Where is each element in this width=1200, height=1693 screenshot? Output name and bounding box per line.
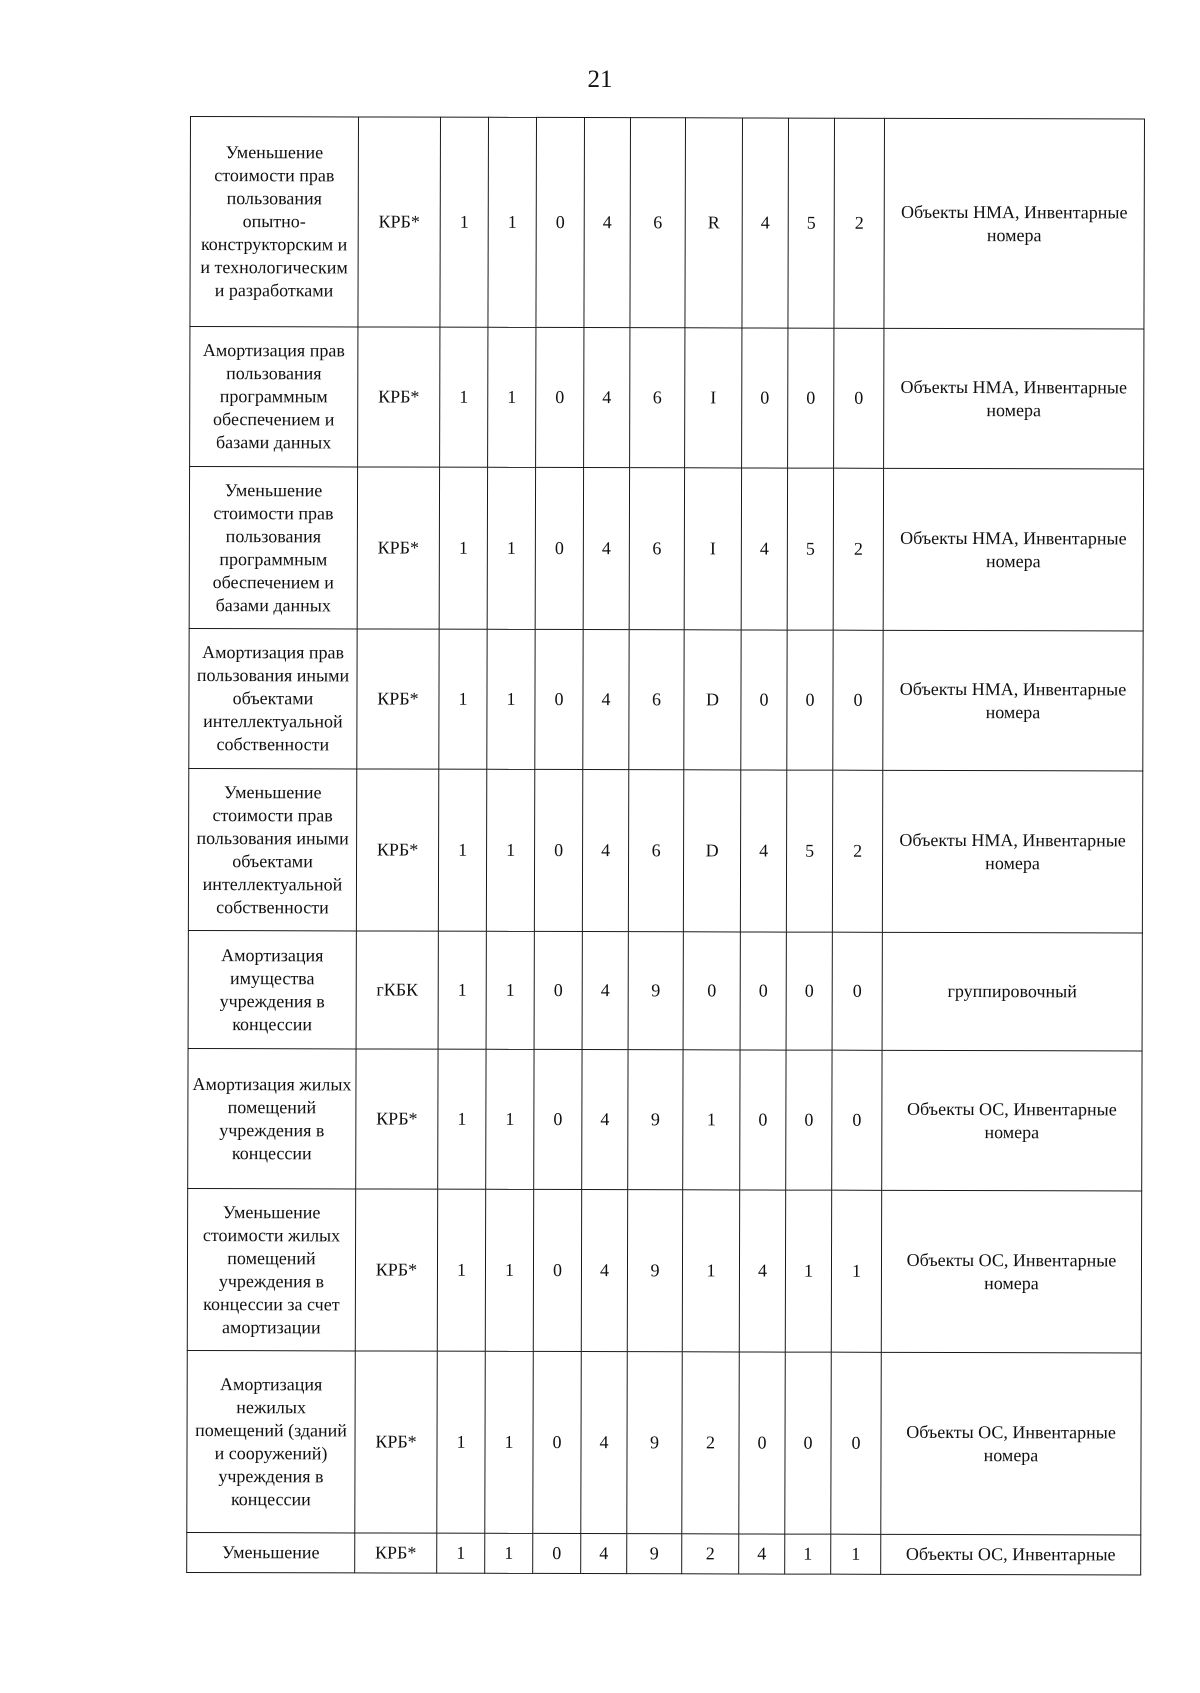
code-type-cell: КРБ*: [357, 467, 439, 629]
account-digit-cell: 9: [628, 932, 683, 1050]
code-type-cell: КРБ*: [358, 327, 440, 467]
account-digit-cell: 2: [833, 468, 883, 630]
account-digit-cell: 9: [628, 1050, 683, 1190]
account-digit-cell: 1: [438, 931, 486, 1049]
account-name-cell: Уменьшение: [187, 1532, 355, 1572]
account-digit-cell: 4: [581, 1190, 627, 1352]
account-digit-cell: 1: [831, 1534, 881, 1574]
table-row: [190, 327, 1144, 469]
account-digit-cell: 0: [742, 328, 788, 468]
account-digit-cell: 4: [740, 770, 786, 932]
account-digit-cell: 1: [488, 327, 536, 467]
account-digit-cell: 5: [787, 468, 833, 630]
analytics-cell: Объекты НМА, Инвентарные номера: [883, 468, 1143, 631]
account-digit-cell: 6: [629, 468, 684, 630]
code-type-cell: КРБ*: [356, 1049, 438, 1189]
account-name-cell: Амортизация прав пользования программным обеспечением и базами данных: [190, 327, 358, 467]
account-name-cell: Амортизация нежилых помещений (зданий и сооружений) учреждения в концессии: [187, 1350, 355, 1532]
account-digit-cell: 0: [786, 1050, 832, 1190]
account-digit-cell: 4: [582, 1050, 628, 1190]
account-digit-cell: 1: [831, 1190, 881, 1352]
account-digit-cell: R: [685, 118, 743, 328]
account-digit-cell: 1: [683, 1050, 740, 1190]
account-digit-cell: 9: [627, 1352, 682, 1534]
account-digit-cell: 1: [785, 1190, 831, 1352]
account-digit-cell: 1: [437, 1351, 485, 1533]
analytics-cell: Объекты НМА, Инвентарные номера: [883, 630, 1143, 771]
code-type-cell: КРБ*: [358, 117, 441, 327]
account-digit-cell: 0: [740, 932, 786, 1050]
account-digit-cell: 1: [785, 1534, 831, 1574]
table-row: [187, 1350, 1141, 1534]
account-digit-cell: 1: [486, 931, 534, 1049]
account-digit-cell: 1: [440, 117, 489, 327]
account-digit-cell: 0: [832, 932, 882, 1050]
account-digit-cell: 0: [831, 1352, 881, 1534]
account-digit-cell: 0: [534, 769, 582, 931]
analytics-cell: Объекты ОС, Инвентарные номера: [881, 1190, 1141, 1353]
account-digit-cell: 4: [584, 118, 631, 328]
account-digit-cell: 1: [437, 1533, 485, 1573]
account-name-cell: Уменьшение стоимости прав пользования иными объектами интеллектуальной собственности: [188, 768, 356, 930]
account-digit-cell: 5: [788, 118, 835, 328]
account-digit-cell: 0: [785, 1352, 831, 1534]
account-digit-cell: 1: [486, 1049, 534, 1189]
table-row: [189, 467, 1143, 631]
account-digit-cell: 4: [581, 1352, 627, 1534]
account-digit-cell: 0: [533, 1351, 581, 1533]
account-digit-cell: 9: [627, 1190, 682, 1352]
account-digit-cell: 0: [536, 327, 584, 467]
account-digit-cell: 1: [682, 1190, 739, 1352]
code-type-cell: КРБ*: [355, 1533, 437, 1573]
account-digit-cell: 0: [535, 629, 583, 769]
account-name-cell: Амортизация жилых помещений учреждения в концессии: [188, 1048, 356, 1188]
account-digit-cell: 1: [437, 1189, 485, 1351]
analytics-cell: Объекты ОС, Инвентарные: [881, 1534, 1141, 1575]
account-digit-cell: 4: [583, 468, 629, 630]
code-type-cell: гКБК: [356, 931, 438, 1049]
table-row: [190, 117, 1145, 329]
account-digit-cell: 0: [535, 467, 583, 629]
account-digit-cell: 0: [786, 932, 832, 1050]
account-digit-cell: 0: [832, 1050, 882, 1190]
account-digit-cell: 0: [787, 630, 833, 770]
code-type-cell: КРБ*: [356, 769, 438, 931]
accounts-table-body: [187, 117, 1145, 1575]
table-row: [187, 1188, 1141, 1352]
account-digit-cell: 0: [741, 630, 787, 770]
account-digit-cell: 0: [740, 1050, 786, 1190]
account-digit-cell: 4: [582, 932, 628, 1050]
account-digit-cell: 6: [628, 770, 683, 932]
table-row: [188, 930, 1142, 1050]
account-digit-cell: 0: [788, 328, 834, 468]
account-digit-cell: D: [684, 630, 741, 770]
account-digit-cell: 4: [741, 468, 787, 630]
account-digit-cell: 0: [533, 1189, 581, 1351]
account-name-cell: Амортизация имущества учреждения в концессии: [188, 930, 356, 1048]
table-row: [187, 1532, 1141, 1574]
account-digit-cell: 2: [682, 1352, 739, 1534]
account-name-cell: Уменьшение стоимости жилых помещений учреждения в концессии за счет амортизации: [187, 1188, 355, 1350]
account-digit-cell: I: [685, 328, 742, 468]
account-digit-cell: 1: [440, 327, 488, 467]
account-name-cell: Амортизация прав пользования иными объектами интеллектуальной собственности: [189, 628, 357, 768]
analytics-cell: Объекты ОС, Инвентарные номера: [882, 1050, 1142, 1191]
account-digit-cell: 1: [487, 629, 535, 769]
code-type-cell: КРБ*: [357, 629, 439, 769]
code-type-cell: КРБ*: [355, 1351, 437, 1533]
account-digit-cell: 1: [486, 769, 534, 931]
account-digit-cell: 4: [582, 770, 628, 932]
analytics-cell: группировочный: [882, 932, 1142, 1051]
account-digit-cell: 0: [833, 630, 883, 770]
page-number: 21: [587, 66, 613, 93]
account-digit-cell: 2: [832, 770, 882, 932]
analytics-cell: Объекты ОС, Инвентарные номера: [881, 1352, 1141, 1535]
account-digit-cell: 0: [739, 1352, 785, 1534]
account-digit-cell: 9: [627, 1534, 682, 1574]
account-digit-cell: 4: [739, 1534, 785, 1574]
account-digit-cell: 6: [630, 118, 686, 328]
account-digit-cell: D: [683, 770, 740, 932]
account-digit-cell: 5: [786, 770, 832, 932]
account-digit-cell: 1: [439, 467, 487, 629]
account-digit-cell: 4: [739, 1190, 785, 1352]
account-digit-cell: 6: [629, 630, 684, 770]
account-digit-cell: 0: [683, 932, 740, 1050]
account-name-cell: Уменьшение стоимости прав пользования программным обеспечением и базами данных: [189, 467, 357, 629]
account-digit-cell: 1: [439, 629, 487, 769]
account-digit-cell: 1: [438, 769, 486, 931]
analytics-cell: Объекты НМА, Инвентарные номера: [882, 770, 1142, 933]
code-type-cell: КРБ*: [355, 1189, 437, 1351]
table-row: [188, 768, 1142, 932]
account-name-cell: Уменьшение стоимости прав пользования опытно-конструкторским и и технологическим и разработками: [190, 117, 359, 327]
account-digit-cell: 4: [584, 328, 630, 468]
analytics-cell: Объекты НМА, Инвентарные номера: [884, 118, 1145, 329]
account-digit-cell: 6: [630, 328, 685, 468]
account-digit-cell: 1: [438, 1049, 486, 1189]
account-digit-cell: 4: [583, 630, 629, 770]
account-digit-cell: 0: [834, 328, 884, 468]
analytics-cell: Объекты НМА, Инвентарные номера: [884, 328, 1144, 469]
account-digit-cell: 4: [742, 118, 789, 328]
account-digit-cell: 1: [485, 1533, 533, 1573]
account-digit-cell: 2: [682, 1534, 739, 1574]
table-row: [189, 628, 1143, 770]
account-digit-cell: 1: [485, 1351, 533, 1533]
account-digit-cell: 2: [834, 118, 885, 328]
account-digit-cell: 0: [533, 1533, 581, 1573]
account-digit-cell: 0: [536, 117, 585, 327]
table-row: [188, 1048, 1142, 1190]
account-digit-cell: 1: [485, 1189, 533, 1351]
account-digit-cell: 1: [487, 467, 535, 629]
account-digit-cell: 4: [581, 1534, 627, 1574]
account-digit-cell: 1: [488, 117, 537, 327]
account-digit-cell: 0: [534, 1049, 582, 1189]
account-digit-cell: 0: [534, 931, 582, 1049]
accounts-table: [186, 116, 1145, 1575]
account-digit-cell: I: [684, 468, 741, 630]
